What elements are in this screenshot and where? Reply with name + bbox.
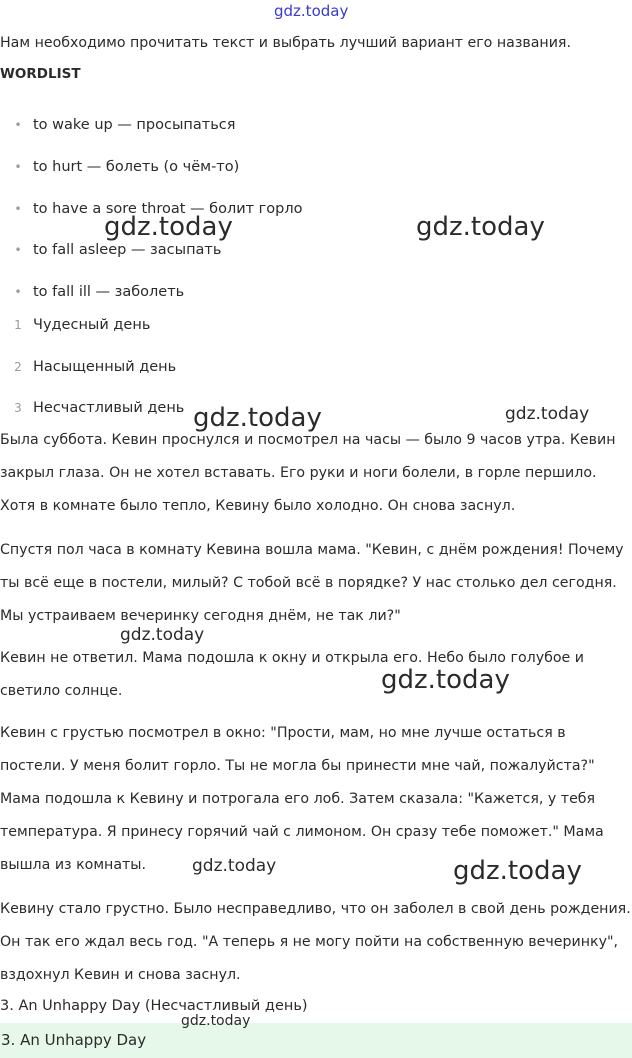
result-line: 3. An Unhappy Day (Несчастливый день) bbox=[0, 998, 308, 1014]
watermark: gdz.today bbox=[193, 403, 322, 433]
answer-box bbox=[0, 1023, 632, 1058]
wordlist-item-text: to hurt — болеть (о чём-то) bbox=[33, 159, 240, 175]
wordlist-title: WORDLIST bbox=[0, 66, 81, 82]
wordlist-item-text: to fall ill — заболеть bbox=[33, 284, 185, 300]
option-item bbox=[0, 355, 400, 379]
story-paragraph: Кевин с грустью посмотрел в окно: "Прости, мам, но мне лучше остаться в постели. У меня болит горло. Ты не могла бы принести мне чай, пожалуйста?" Мама подошла к Кевину и потрогала его лоб. Затем сказала: "Кажется, у тебя температура. Я принесу горячий чай с лимоном. Он сразу тебе поможет." Мама вышла из комнаты. bbox=[0, 725, 604, 873]
wordlist-item bbox=[0, 113, 400, 137]
story-paragraph: Была суббота. Кевин проснулся и посмотрел на часы — было 9 часов утра. Кевин закрыл глаза. Он не хотел вставать. Его руки и ноги болели, в горле першило. Хотя в комнате было тепло, Кевину было холодно. Он снова заснул. bbox=[0, 432, 616, 514]
bullet-icon: • bbox=[14, 118, 22, 132]
option-item bbox=[0, 313, 400, 337]
intro-text: Нам необходимо прочитать текст и выбрать лучший вариант его названия. bbox=[0, 35, 571, 51]
wordlist-item-text: to have a sore throat — болит горло bbox=[33, 201, 303, 217]
bullet-icon: • bbox=[14, 202, 22, 216]
header-watermark: gdz.today bbox=[274, 2, 349, 20]
wordlist-item-text: to fall asleep — засыпать bbox=[33, 242, 222, 258]
watermark: gdz.today bbox=[192, 856, 277, 876]
option-number: 3 bbox=[14, 401, 22, 415]
story-paragraph: Кевин не ответил. Мама подошла к окну и открыла его. Небо было голубое и светило солнце. bbox=[0, 650, 584, 699]
watermark: gdz.today bbox=[120, 625, 205, 645]
bullet-icon: • bbox=[14, 243, 22, 257]
option-text: Насыщенный день bbox=[33, 359, 177, 375]
option-number: 1 bbox=[14, 318, 22, 332]
watermark: gdz.today bbox=[505, 404, 590, 424]
watermark: gdz.today bbox=[381, 665, 510, 695]
watermark: gdz.today bbox=[104, 212, 233, 242]
wordlist-item bbox=[0, 280, 400, 304]
story-paragraph: Спустя пол часа в комнату Кевина вошла мама. "Кевин, с днём рождения! Почему ты всё еще в постели, милый? С тобой всё в порядке? У нас столько дел сегодня. Мы устраиваем вечеринку сегодня днём, не так ли?" bbox=[0, 542, 624, 624]
bullet-icon: • bbox=[14, 160, 22, 174]
watermark: gdz.today bbox=[416, 212, 545, 242]
story-paragraph: Кевину стало грустно. Было несправедливо, что он заболел в свой день рождения. Он так его ждал весь год. "А теперь я не могу пойти на собственную вечеринку", вздохнул Кевин и снова заснул. bbox=[0, 901, 631, 983]
wordlist-item-text: to wake up — просыпаться bbox=[33, 117, 236, 133]
option-text: Несчастливый день bbox=[33, 400, 185, 416]
bullet-icon: • bbox=[14, 285, 22, 299]
option-number: 2 bbox=[14, 360, 22, 374]
option-text: Чудесный день bbox=[33, 317, 151, 333]
answer-text: 3. An Unhappy Day bbox=[1, 1031, 147, 1049]
watermark: gdz.today bbox=[181, 1013, 251, 1029]
watermark: gdz.today bbox=[453, 856, 582, 886]
wordlist-item bbox=[0, 155, 400, 179]
